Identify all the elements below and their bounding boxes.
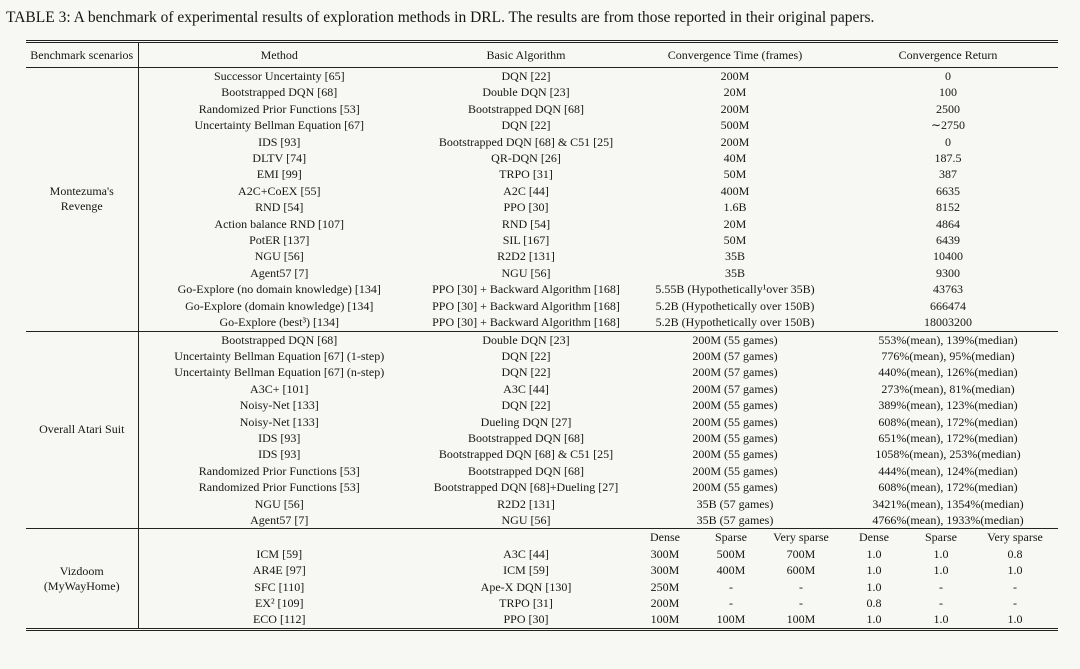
scenario-cell: Overall Atari Suit <box>26 331 138 529</box>
subcolumn-header-return: Sparse <box>925 530 957 545</box>
algorithm-cell: NGU [56] <box>501 265 551 280</box>
benchmark-table <box>26 40 1058 631</box>
time-cell: 1.6B <box>723 200 747 215</box>
subcolumn-header-return: Dense <box>859 530 889 545</box>
time-cell: - <box>799 596 803 610</box>
algorithm-cell: TRPO [31] <box>499 167 553 182</box>
method-cell: Go-Explore (no domain knowledge) [134] <box>177 282 381 297</box>
method-cell: AR4E [97] <box>252 563 306 578</box>
table-row <box>26 446 1058 462</box>
return-cell: 4864 <box>936 216 960 231</box>
time-cell: 200M (55 games) <box>692 414 778 429</box>
algorithm-cell: DQN [22] <box>501 365 551 380</box>
time-cell: 35B (57 games) <box>696 512 774 527</box>
return-cell: 776%(mean), 95%(median) <box>881 348 1015 363</box>
method-cell: ECO [112] <box>252 612 306 627</box>
algorithm-cell: PPO [30] + Backward Algorithm [168] <box>432 315 620 330</box>
return-cell: 1.0 <box>933 612 949 627</box>
algorithm-cell: Double DQN [23] <box>482 85 570 100</box>
table-row <box>26 414 1058 430</box>
time-cell: 200M (57 games) <box>692 365 778 380</box>
table-row <box>26 150 1058 166</box>
time-cell: 500M <box>720 118 750 133</box>
table-row <box>26 381 1058 397</box>
column-header-method: Method <box>260 48 298 62</box>
method-cell: SFC [110] <box>254 579 305 594</box>
method-cell: IDS [93] <box>258 134 301 149</box>
time-cell: 200M (55 games) <box>692 332 778 347</box>
method-cell: Randomized Prior Functions [53] <box>198 480 360 495</box>
time-cell: 50M <box>723 167 747 182</box>
algorithm-cell: Bootstrapped DQN [68] <box>468 430 584 445</box>
table-row <box>26 397 1058 413</box>
return-cell: 1.0 <box>1007 563 1023 578</box>
table-row <box>26 265 1058 281</box>
return-cell: 6439 <box>936 233 960 248</box>
time-cell: 200M (57 games) <box>692 381 778 396</box>
return-cell: ∼2750 <box>930 118 966 133</box>
return-cell: - <box>1013 596 1017 610</box>
return-cell: 666474 <box>930 298 966 313</box>
column-header-scenario: Benchmark scenarios <box>26 42 138 68</box>
algorithm-cell: R2D2 [131] <box>497 249 555 264</box>
algorithm-cell: PPO [30] <box>503 612 549 627</box>
method-cell: NGU [56] <box>254 496 304 511</box>
table-row <box>26 512 1058 529</box>
algorithm-cell: PPO [30] + Backward Algorithm [168] <box>432 298 620 313</box>
algorithm-cell: Bootstrapped DQN [68] & C51 [25] <box>438 134 614 149</box>
time-cell: - <box>729 596 733 610</box>
table-row <box>26 611 1058 629</box>
method-cell: A3C+ [101] <box>250 381 309 396</box>
return-cell: 608%(mean), 172%(median) <box>878 414 1018 429</box>
time-cell: 200M <box>720 134 750 149</box>
table-container <box>26 40 1056 631</box>
method-cell: Agent57 [7] <box>250 265 309 280</box>
algorithm-cell: Bootstrapped DQN [68] <box>468 463 584 478</box>
return-cell: - <box>1013 579 1017 594</box>
algorithm-cell: NGU [56] <box>501 512 551 527</box>
method-cell: IDS [93] <box>258 447 301 462</box>
time-cell: 300M <box>650 563 680 578</box>
return-cell: 389%(mean), 123%(median) <box>878 398 1018 413</box>
subcolumn-header-return: Very sparse <box>987 530 1043 545</box>
time-cell: 400M <box>716 563 746 578</box>
algorithm-cell: SIL [167] <box>502 233 550 248</box>
table-row <box>26 298 1058 314</box>
return-cell: 1.0 <box>1007 612 1023 627</box>
return-cell: 4766%(mean), 1933%(median) <box>872 512 1024 527</box>
algorithm-cell: DQN [22] <box>501 69 551 83</box>
header-row <box>26 42 1058 68</box>
return-cell: 2500 <box>936 101 960 116</box>
return-cell: 0.8 <box>1007 546 1023 561</box>
method-cell: Go-Explore (best³) [134] <box>219 315 340 330</box>
time-cell: 700M <box>786 546 816 561</box>
time-cell: 20M <box>723 216 747 231</box>
table-row <box>26 595 1058 611</box>
time-cell: - <box>799 579 803 594</box>
time-cell: - <box>729 579 733 594</box>
return-cell: 608%(mean), 172%(median) <box>878 480 1018 495</box>
time-cell: 5.2B (Hypothetically over 150B) <box>655 298 815 313</box>
method-cell: Successor Uncertainty [65] <box>213 69 345 83</box>
time-cell: 50M <box>723 233 747 248</box>
algorithm-cell: Dueling DQN [27] <box>480 414 572 429</box>
return-cell: 1.0 <box>933 546 949 561</box>
table-row <box>26 579 1058 595</box>
algorithm-cell <box>420 529 632 546</box>
time-cell: 200M (55 games) <box>692 463 778 478</box>
time-cell: 250M <box>650 579 680 594</box>
return-cell: 18003200 <box>924 315 972 330</box>
table-row <box>26 183 1058 199</box>
method-cell: Noisy-Net [133] <box>239 398 319 413</box>
method-cell: IDS [93] <box>258 430 301 445</box>
method-cell: EX² [109] <box>254 596 304 610</box>
time-cell: 5.2B (Hypothetically over 150B) <box>655 315 815 330</box>
section-1 <box>26 68 1058 332</box>
method-cell: Noisy-Net [133] <box>239 414 319 429</box>
table-row <box>26 84 1058 100</box>
algorithm-cell: Bootstrapped DQN [68]+Dueling [27] <box>433 480 619 495</box>
return-cell: 0 <box>945 134 951 149</box>
return-cell: 9300 <box>936 265 960 280</box>
algorithm-cell: ICM [59] <box>503 563 549 578</box>
algorithm-cell: DQN [22] <box>501 398 551 413</box>
time-cell: 300M <box>650 546 680 561</box>
table-row <box>26 134 1058 150</box>
table-header <box>26 42 1058 68</box>
time-cell: 500M <box>716 546 746 561</box>
table-row <box>26 546 1058 562</box>
method-cell: NGU [56] <box>254 249 304 264</box>
table-row <box>26 117 1058 133</box>
column-header-return: Convergence Return <box>898 48 998 62</box>
algorithm-cell: DQN [22] <box>501 118 551 133</box>
subcolumn-header-time: Very sparse <box>773 530 829 545</box>
method-cell: Uncertainty Bellman Equation [67] (1-step) <box>174 348 385 363</box>
method-cell: A2C+CoEX [55] <box>238 183 321 198</box>
table-row <box>26 496 1058 512</box>
algorithm-cell: A2C [44] <box>503 183 549 198</box>
table-row <box>26 348 1058 364</box>
return-cell: 1.0 <box>866 612 882 627</box>
time-cell: 35B (57 games) <box>696 496 774 511</box>
return-cell: 444%(mean), 124%(median) <box>878 463 1018 478</box>
table-caption: TABLE 3: A benchmark of experimental results of exploration methods in DRL. The results are from those reported in their original papers. <box>6 9 875 26</box>
time-cell: 200M (57 games) <box>692 348 778 363</box>
table-row <box>26 314 1058 331</box>
time-cell: 200M (55 games) <box>692 480 778 495</box>
method-cell: EMI [99] <box>256 167 302 182</box>
method-cell: RND [54] <box>255 200 304 215</box>
table-row <box>26 364 1058 380</box>
method-cell: DLTV [74] <box>252 151 307 166</box>
return-cell: 43763 <box>933 282 963 297</box>
table-row <box>26 562 1058 578</box>
time-cell: 200M (55 games) <box>692 447 778 462</box>
return-cell: 10400 <box>933 249 963 264</box>
algorithm-cell: TRPO [31] <box>499 596 553 610</box>
return-cell: 440%(mean), 126%(median) <box>878 365 1018 380</box>
table-row <box>26 331 1058 348</box>
algorithm-cell: A3C [44] <box>503 381 549 396</box>
return-cell: 1058%(mean), 253%(median) <box>875 447 1021 462</box>
table-row <box>26 199 1058 215</box>
return-cell: 651%(mean), 172%(median) <box>878 430 1018 445</box>
subcolumn-header-time: Sparse <box>715 530 747 545</box>
algorithm-cell: RND [54] <box>501 216 551 231</box>
subcolumn-header-time: Dense <box>650 530 680 545</box>
column-header-time: Convergence Time (frames) <box>667 48 803 62</box>
time-cell: 200M (55 games) <box>692 398 778 413</box>
time-cell: 400M <box>720 183 750 198</box>
time-cell: 200M <box>720 101 750 116</box>
time-cell: 100M <box>716 612 746 627</box>
algorithm-cell: PPO [30] <box>503 200 549 215</box>
time-cell: 100M <box>650 612 680 627</box>
column-header-algorithm: Basic Algorithm <box>486 48 566 62</box>
return-cell: 3421%(mean), 1354%(median) <box>872 496 1024 511</box>
table-row <box>26 216 1058 232</box>
table-row <box>26 166 1058 182</box>
method-cell: Bootstrapped DQN [68] <box>221 332 338 347</box>
algorithm-cell: A3C [44] <box>503 546 549 561</box>
method-cell <box>138 529 420 546</box>
method-cell: Randomized Prior Functions [53] <box>198 101 360 116</box>
algorithm-cell: Double DQN [23] <box>482 332 570 347</box>
time-cell: 35B <box>724 265 745 280</box>
return-cell: 1.0 <box>866 579 882 594</box>
table-row <box>26 430 1058 446</box>
time-cell: 20M <box>723 85 747 100</box>
section-3 <box>26 529 1058 629</box>
time-cell: 5.55B (Hypothetically¹over 35B) <box>655 282 815 297</box>
method-cell: Go-Explore (domain knowledge) [134] <box>185 298 374 313</box>
table-row <box>26 281 1058 297</box>
method-cell: Uncertainty Bellman Equation [67] (n-step) <box>174 365 385 380</box>
return-cell: 273%(mean), 81%(median) <box>881 381 1015 396</box>
method-cell: Agent57 [7] <box>250 512 309 527</box>
algorithm-cell: Bootstrapped DQN [68] & C51 [25] <box>438 447 614 462</box>
algorithm-cell: Ape-X DQN [130] <box>480 579 572 594</box>
return-cell: 1.0 <box>866 563 882 578</box>
time-cell: 200M (55 games) <box>692 430 778 445</box>
section-2 <box>26 331 1058 529</box>
algorithm-cell: R2D2 [131] <box>497 496 555 511</box>
return-cell: 387 <box>939 167 957 182</box>
return-cell: - <box>939 596 943 610</box>
time-cell: 600M <box>786 563 816 578</box>
method-cell: PotER [137] <box>249 233 310 248</box>
algorithm-cell: DQN [22] <box>501 348 551 363</box>
algorithm-cell: PPO [30] + Backward Algorithm [168] <box>432 282 620 297</box>
table-row <box>26 248 1058 264</box>
return-cell: 100 <box>939 85 957 100</box>
time-cell: 100M <box>786 612 816 627</box>
table-row <box>26 68 1058 85</box>
time-cell: 35B <box>724 249 745 264</box>
subheader-row <box>26 529 1058 546</box>
return-cell: 0.8 <box>866 596 882 610</box>
table-row <box>26 232 1058 248</box>
method-cell: Randomized Prior Functions [53] <box>198 463 360 478</box>
return-cell: 553%(mean), 139%(median) <box>878 332 1018 347</box>
scenario-cell: Vizdoom (MyWayHome) <box>26 529 138 629</box>
method-cell: ICM [59] <box>256 546 303 561</box>
return-cell: 1.0 <box>933 563 949 578</box>
return-cell: - <box>939 579 943 594</box>
return-cell: 0 <box>945 69 951 83</box>
return-cell: 187.5 <box>934 151 962 166</box>
time-cell: 200M <box>720 69 750 83</box>
time-cell: 40M <box>723 151 747 166</box>
table-row <box>26 479 1058 495</box>
time-cell: 200M <box>650 596 680 610</box>
return-cell: 8152 <box>936 200 960 215</box>
method-cell: Action balance RND [107] <box>214 216 345 231</box>
algorithm-cell: Bootstrapped DQN [68] <box>468 101 584 116</box>
return-cell: 1.0 <box>866 546 882 561</box>
method-cell: Uncertainty Bellman Equation [67] <box>194 118 365 133</box>
table-row <box>26 463 1058 479</box>
return-cell: 6635 <box>936 183 960 198</box>
scenario-cell: Montezuma's Revenge <box>26 68 138 332</box>
table-row <box>26 101 1058 117</box>
method-cell: Bootstrapped DQN [68] <box>221 85 338 100</box>
algorithm-cell: QR-DQN [26] <box>491 151 561 166</box>
